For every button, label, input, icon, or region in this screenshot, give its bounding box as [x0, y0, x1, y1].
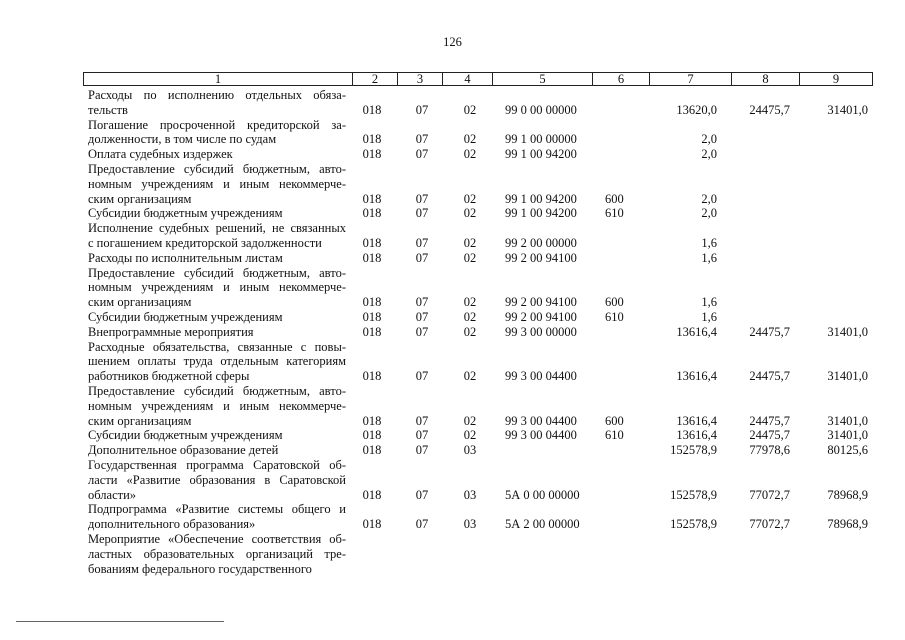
- description-line: Расходы по исполнительным листам: [88, 250, 283, 265]
- description-line: Субсидии бюджетным учреждениям: [88, 310, 283, 324]
- cell-amount-year2: 77978,6: [749, 443, 790, 458]
- description-line: работников бюджетной сферы: [88, 369, 250, 384]
- cell-section: 07: [415, 428, 429, 443]
- cell-amount-year1: 2,0: [701, 206, 717, 221]
- cell-subsection: 02: [463, 235, 477, 250]
- description-line: с погашением кредиторской задолженности: [88, 235, 322, 250]
- table-row: [0, 118, 905, 148]
- description-line: Субсидии бюджетным учреждениям: [88, 206, 283, 221]
- description-line: ским организациям: [88, 191, 192, 206]
- cell-target-article: 99 1 00 94200: [505, 206, 577, 221]
- page-number: 126: [443, 35, 462, 49]
- cell-subsection: 02: [463, 206, 477, 221]
- cell-section: 07: [415, 147, 429, 162]
- cell-subsection: 02: [463, 413, 477, 428]
- cell-amount-year3: 80125,6: [827, 443, 868, 458]
- cell-amount-year1: 13616,4: [676, 428, 717, 443]
- description-line: Предоставление субсидий бюджетным, авто-: [88, 265, 346, 280]
- cell-admin-code: 018: [362, 428, 382, 443]
- cell-subsection: 02: [463, 324, 477, 339]
- cell-target-article: 5А 0 00 00000: [505, 487, 580, 502]
- cell-amount-year3: 78968,9: [827, 487, 868, 502]
- row-description: [88, 162, 346, 206]
- cell-admin-code: 018: [362, 206, 382, 221]
- cell-subsection: 03: [463, 487, 477, 502]
- table-row: [0, 162, 905, 206]
- cell-amount-year3: 31401,0: [827, 102, 868, 117]
- row-description: [88, 266, 346, 310]
- cell-amount-year1: 1,6: [701, 250, 717, 265]
- table-header: [83, 72, 873, 86]
- cell-amount-year3: 78968,9: [827, 517, 868, 532]
- description-line: Предоставление субсидий бюджетным, авто-: [88, 384, 346, 398]
- description-line: Внепрограммные мероприятия: [88, 324, 254, 339]
- cell-expense-type: 610: [605, 428, 624, 443]
- description-line: шением оплаты труда отдельным категориям: [88, 354, 346, 369]
- cell-amount-year2: 24475,7: [749, 102, 790, 117]
- cell-subsection: 02: [463, 369, 477, 384]
- cell-admin-code: 018: [362, 487, 382, 502]
- cell-section: 07: [415, 443, 429, 458]
- cell-amount-year2: 24475,7: [749, 369, 790, 384]
- cell-target-article: 99 3 00 04400: [505, 428, 577, 443]
- header-col-1: 1: [214, 72, 222, 86]
- header-col-9: 9: [799, 73, 872, 85]
- cell-admin-code: 018: [362, 413, 382, 428]
- table-row: [0, 206, 905, 221]
- description-line: Подпрограмма «Развитие системы общего и: [88, 502, 346, 517]
- description-line: Субсидии бюджетным учреждениям: [88, 428, 283, 443]
- cell-amount-year2: 24475,7: [749, 324, 790, 339]
- cell-subsection: 02: [463, 147, 477, 162]
- cell-admin-code: 018: [362, 250, 382, 265]
- cell-expense-type: 600: [605, 413, 624, 428]
- header-col-2: 2: [352, 73, 397, 85]
- row-description: [88, 147, 346, 162]
- cell-amount-year1: 1,6: [701, 295, 717, 310]
- cell-amount-year2: 77072,7: [749, 517, 790, 532]
- cell-amount-year1: 152578,9: [670, 517, 717, 532]
- cell-section: 07: [415, 413, 429, 428]
- cell-amount-year2: 24475,7: [749, 428, 790, 443]
- cell-section: 07: [415, 517, 429, 532]
- cell-admin-code: 018: [362, 310, 382, 324]
- cell-expense-type: 610: [605, 310, 624, 324]
- description-line: ластных образовательных организаций тре-: [88, 546, 346, 561]
- table-row: [0, 532, 905, 576]
- cell-section: 07: [415, 235, 429, 250]
- cell-target-article: 99 1 00 94200: [505, 191, 577, 206]
- cell-section: 07: [415, 102, 429, 117]
- cell-admin-code: 018: [362, 369, 382, 384]
- cell-admin-code: 018: [362, 517, 382, 532]
- header-col-8: 8: [731, 73, 799, 85]
- row-description: [88, 428, 346, 443]
- header-col-3: 3: [397, 73, 442, 85]
- cell-amount-year1: 1,6: [701, 310, 717, 324]
- table-row: [0, 147, 905, 162]
- table-row: [0, 428, 905, 443]
- table-row: [0, 384, 905, 428]
- cell-admin-code: 018: [362, 191, 382, 206]
- cell-section: 07: [415, 206, 429, 221]
- cell-target-article: 99 2 00 00000: [505, 235, 577, 250]
- cell-target-article: 99 1 00 00000: [505, 132, 577, 147]
- description-line: ским организациям: [88, 413, 192, 428]
- cell-target-article: 99 3 00 04400: [505, 369, 577, 384]
- description-line: области»: [88, 487, 137, 502]
- table-row: [0, 310, 905, 325]
- row-description: [88, 251, 346, 266]
- row-description: [88, 118, 346, 148]
- table-row: [0, 251, 905, 266]
- cell-subsection: 02: [463, 102, 477, 117]
- cell-amount-year3: 31401,0: [827, 369, 868, 384]
- description-line: дополнительного образования»: [88, 517, 256, 532]
- cell-subsection: 03: [463, 443, 477, 458]
- cell-admin-code: 018: [362, 147, 382, 162]
- description-line: номным учреждениям и иным некоммерче-: [88, 176, 346, 191]
- cell-subsection: 02: [463, 428, 477, 443]
- cell-amount-year3: 31401,0: [827, 413, 868, 428]
- cell-amount-year1: 2,0: [701, 132, 717, 147]
- cell-amount-year1: 152578,9: [670, 487, 717, 502]
- description-line: бованиям федерального государственного: [88, 561, 312, 576]
- row-description: [88, 88, 346, 118]
- cell-section: 07: [415, 132, 429, 147]
- cell-amount-year2: 77072,7: [749, 487, 790, 502]
- cell-admin-code: 018: [362, 132, 382, 147]
- table-row: [0, 458, 905, 502]
- cell-admin-code: 018: [362, 235, 382, 250]
- cell-target-article: 99 2 00 94100: [505, 310, 577, 324]
- row-description: [88, 532, 346, 576]
- cell-amount-year1: 1,6: [701, 235, 717, 250]
- cell-amount-year3: 31401,0: [827, 324, 868, 339]
- header-col-5: 5: [492, 73, 592, 85]
- cell-target-article: 99 2 00 94100: [505, 295, 577, 310]
- cell-amount-year3: 31401,0: [827, 428, 868, 443]
- cell-amount-year1: 152578,9: [670, 443, 717, 458]
- cell-amount-year1: 13616,4: [676, 413, 717, 428]
- row-description: [88, 384, 346, 428]
- cell-section: 07: [415, 487, 429, 502]
- description-line: Государственная программа Саратовской об-: [88, 458, 346, 472]
- row-description: [88, 502, 346, 532]
- cell-amount-year1: 13616,4: [676, 369, 717, 384]
- cell-section: 07: [415, 295, 429, 310]
- description-line: Дополнительное образование детей: [88, 443, 279, 458]
- cell-expense-type: 600: [605, 295, 624, 310]
- header-col-6: 6: [592, 73, 649, 85]
- cell-admin-code: 018: [362, 443, 382, 458]
- table-row: [0, 221, 905, 251]
- table-row: [0, 340, 905, 384]
- cell-admin-code: 018: [362, 324, 382, 339]
- cell-admin-code: 018: [362, 295, 382, 310]
- description-line: Исполнение судебных решений, не связанных: [88, 221, 346, 236]
- cell-subsection: 02: [463, 191, 477, 206]
- description-line: номным учреждениям и иным некоммерче-: [88, 398, 346, 413]
- table-row: [0, 88, 905, 118]
- row-description: [88, 458, 346, 502]
- description-line: Погашение просроченной кредиторской за-: [88, 117, 346, 132]
- description-line: Предоставление субсидий бюджетным, авто-: [88, 162, 346, 176]
- cell-target-article: 99 3 00 00000: [505, 324, 577, 339]
- row-description: [88, 206, 346, 221]
- cell-section: 07: [415, 310, 429, 324]
- description-line: Расходные обязательства, связанные с повы-: [88, 339, 346, 354]
- description-line: ласти «Развитие образования в Саратовской: [88, 472, 346, 487]
- row-description: [88, 221, 346, 251]
- description-line: долженности, в том числе по судам: [88, 132, 277, 147]
- cell-subsection: 02: [463, 295, 477, 310]
- row-description: [88, 325, 346, 340]
- footnote-divider: [16, 621, 224, 622]
- row-description: [88, 340, 346, 384]
- cell-amount-year1: 2,0: [701, 191, 717, 206]
- description-line: номным учреждениям и иным некоммерче-: [88, 280, 346, 295]
- cell-subsection: 02: [463, 310, 477, 324]
- cell-target-article: 99 2 00 94100: [505, 250, 577, 265]
- cell-target-article: 99 1 00 94200: [505, 147, 577, 162]
- cell-section: 07: [415, 191, 429, 206]
- cell-amount-year2: 24475,7: [749, 413, 790, 428]
- cell-expense-type: 600: [605, 191, 624, 206]
- cell-section: 07: [415, 324, 429, 339]
- header-col-4: 4: [442, 73, 492, 85]
- cell-section: 07: [415, 250, 429, 265]
- cell-target-article: 99 0 00 00000: [505, 102, 577, 117]
- row-description: [88, 443, 346, 458]
- table-row: [0, 443, 905, 458]
- description-line: тельств: [88, 102, 128, 117]
- header-col-7: 7: [649, 73, 731, 85]
- description-line: Расходы по исполнению отдельных обяза-: [88, 88, 346, 102]
- row-description: [88, 310, 346, 325]
- cell-target-article: 5А 2 00 00000: [505, 517, 580, 532]
- table-row: [0, 502, 905, 532]
- cell-admin-code: 018: [362, 102, 382, 117]
- description-line: ским организациям: [88, 295, 192, 310]
- cell-subsection: 02: [463, 250, 477, 265]
- cell-section: 07: [415, 369, 429, 384]
- cell-amount-year1: 2,0: [701, 147, 717, 162]
- cell-target-article: 99 3 00 04400: [505, 413, 577, 428]
- description-line: Оплата судебных издержек: [88, 147, 233, 162]
- cell-amount-year1: 13620,0: [676, 102, 717, 117]
- table-row: [0, 266, 905, 310]
- cell-amount-year1: 13616,4: [676, 324, 717, 339]
- cell-subsection: 02: [463, 132, 477, 147]
- description-line: Мероприятие «Обеспечение соответствия об-: [88, 532, 346, 546]
- cell-expense-type: 610: [605, 206, 624, 221]
- table-row: [0, 325, 905, 340]
- cell-subsection: 03: [463, 517, 477, 532]
